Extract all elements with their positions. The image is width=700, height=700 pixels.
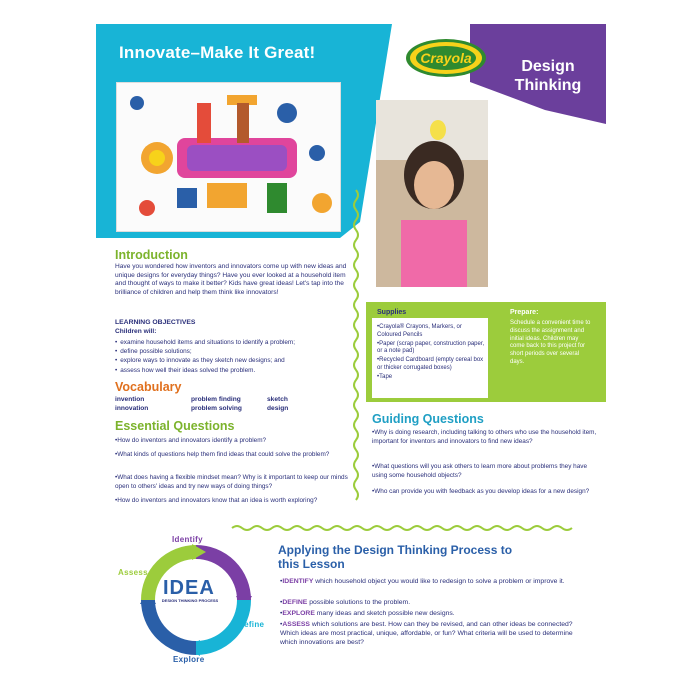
introduction-heading: Introduction	[115, 248, 188, 262]
list-item: • Crayola® Crayons, Markers, or Coloured Pencils	[377, 324, 485, 339]
list-item: • examine household items and situations to identify a problem;	[115, 338, 355, 347]
vocab-term: invention	[115, 396, 145, 403]
prepare-text: Schedule a convenient time to discuss the assignment and initial ideas. Children may come back to this project for short periods over several days.	[510, 320, 591, 365]
child-artwork-image	[116, 82, 341, 232]
vocab-term: sketch	[267, 396, 288, 403]
explore-arc	[148, 600, 196, 648]
essential-question: • How do inventors and innovators know that an idea is worth exploring?	[115, 496, 355, 505]
vocab-term: problem finding	[191, 396, 241, 403]
step-key: ASSESS	[282, 621, 310, 628]
process-step	[280, 598, 590, 607]
process-step	[280, 609, 590, 618]
essential-question: • What kinds of questions help them find ideas that could solve the problem?	[115, 450, 355, 459]
step-text: which solutions are best. How can they be revised, and can other ideas be connected? Which ideas are most practical, unique, affordable, or fun? What criteria will be used to determine which innovations are best?	[280, 621, 573, 646]
vocabulary-heading: Vocabulary	[115, 380, 182, 394]
list-item: • define possible solutions;	[115, 347, 355, 356]
vocab-term: problem solving	[191, 404, 242, 412]
supplies-heading: Supplies	[377, 309, 407, 316]
explore-label: Explore	[173, 655, 205, 664]
list-item: • assess how well their ideas solved the problem.	[115, 366, 355, 375]
learning-objectives-list	[115, 338, 355, 375]
list-item: • Paper (scrap paper, construction paper, or a note pad)	[377, 341, 485, 356]
brand-name: Crayola	[420, 50, 472, 66]
idea-subtitle: DESIGN THINKING PROCESS	[161, 598, 219, 603]
vocabulary-row	[115, 405, 315, 414]
wavy-divider-horizontal	[232, 526, 572, 530]
step-text: many ideas and sketch possible new designs.	[314, 610, 455, 617]
guiding-question: • Why is doing research, including talking to others who use the household item, important for inventors and innovators to find new ideas?	[372, 429, 604, 447]
vocab-term: innovation	[115, 404, 149, 412]
step-key: EXPLORE	[282, 610, 315, 617]
guiding-question: • What questions will you ask others to learn more about problems they have using some household objects?	[372, 463, 604, 481]
learning-objectives-subtitle: Children will:	[115, 328, 157, 335]
step-key: DEFINE	[282, 599, 308, 606]
essential-question: • How do inventors and innovators identify a problem?	[115, 436, 355, 445]
step-key: IDENTIFY	[282, 578, 314, 585]
identify-label: Identify	[172, 535, 203, 544]
process-step	[280, 620, 590, 647]
child-photo	[376, 100, 488, 287]
guiding-question: • Who can provide you with feedback as you develop ideas for a new design?	[372, 488, 604, 497]
define-arc	[196, 600, 244, 648]
vocab-term: design	[267, 404, 289, 412]
design-thinking-title: Design Thinking	[514, 58, 582, 94]
page-title: Innovate–Make It Great!	[119, 43, 316, 62]
vocabulary-table	[115, 396, 315, 414]
list-item: • Tape	[377, 374, 485, 382]
process-step	[280, 577, 590, 586]
supplies-list	[377, 324, 485, 383]
guiding-questions-heading: Guiding Questions	[372, 412, 484, 426]
assess-label: Assess	[118, 568, 148, 577]
define-label: Define	[238, 620, 265, 629]
step-text: which household object you would like to redesign to solve a problem or improve it.	[313, 578, 565, 585]
applying-process-title: Applying the Design Thinking Process to this Lesson	[278, 543, 513, 571]
list-item: • Recycled Cardboard (empty cereal box or thicker corrugated boxes)	[377, 357, 485, 372]
idea-wordmark: IDEA	[163, 577, 215, 599]
essential-question: • What does having a flexible mindset mean? Why is it important to keep our minds open to others' ideas and try new ways of doing things?	[115, 473, 355, 491]
vocabulary-row	[115, 396, 315, 405]
list-item: • explore ways to innovate as they sketch new designs; and	[115, 356, 355, 365]
prepare-heading: Prepare:	[510, 309, 539, 316]
learning-objectives-title: LEARNING OBJECTIVES	[115, 319, 196, 326]
essential-questions-heading: Essential Questions	[115, 419, 235, 433]
step-text: possible solutions to the problem.	[307, 599, 411, 606]
introduction-text: Have you wondered how inventors and innovators come up with new ideas and unique designs for everyday things? Have you ever looked at a household item and thought of ways to make it better? Kids have great ideas! Let's tap into the brilliance of children and help them think like innovators!	[115, 263, 347, 296]
